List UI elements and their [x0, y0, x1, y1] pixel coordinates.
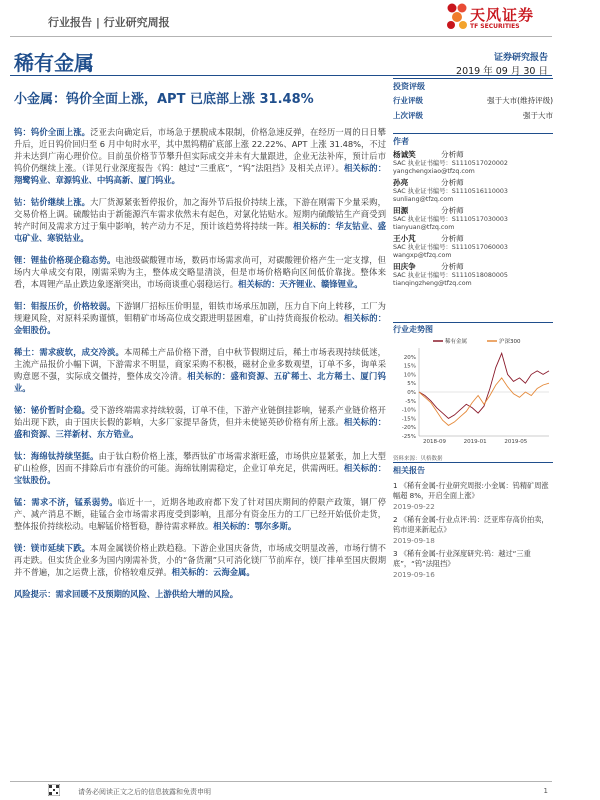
y-tick-label: 10% [403, 372, 416, 379]
paragraph-cobalt [14, 196, 386, 244]
para-lead: 锂：锂盐价格现企稳态势。 [14, 255, 116, 265]
para-related: 相关标的：云海金属。 [171, 567, 255, 577]
para-lead: 钛：海绵钛持续坚挺。 [14, 451, 99, 461]
risk-warning [14, 588, 386, 600]
analyst-name: 田庆争 [393, 262, 416, 271]
footer-divider [10, 781, 552, 782]
analyst-card [393, 205, 553, 232]
paragraph-rare-earth [14, 346, 386, 394]
para-lead: 钴：钴价继续上涨。 [14, 197, 91, 207]
para-related: 相关标的：鄂尔多斯。 [213, 521, 297, 531]
paragraph-molybdenum [14, 300, 386, 336]
para-lead: 钨：钨价全面上涨。 [14, 127, 91, 137]
analyst-email[interactable]: wangxp@tfzq.com [393, 252, 452, 259]
y-tick-label: -20% [401, 425, 416, 432]
logo-name: 天风证券 [470, 6, 535, 24]
analyst-email[interactable]: yangchengxiao@tfzq.com [393, 168, 475, 175]
analyst-name: 杨诚笑 [393, 150, 416, 159]
paragraph-tungsten [14, 126, 386, 186]
para-related: 相关标的：华友钴业、盛屯矿业、寒锐钴业。 [14, 221, 386, 243]
analyst-cert: SAC 执业证书编号：S1110517060003 [393, 244, 508, 251]
investment-rating-title: 投资评级 [393, 78, 553, 93]
rating-value: 强于大市 [523, 111, 553, 120]
para-body: 本周稀土产品价格下滑，自中秋节假期过后，稀土市场表现持续低迷，主流产品报价小幅下调，下游需求不明显，商家采购不积极，磁材企业多数观望，订单不多，询单采购意愿不强，实际成交僵持，整体成交冷清。 [14, 347, 386, 381]
analyst-cert: SAC 执业证书编号：S1110517020002 [393, 160, 508, 167]
page-title: 稀有金属 [14, 51, 94, 75]
related-reports [393, 462, 553, 579]
analyst-role: 分析师 [441, 234, 464, 243]
trend-chart-box [393, 322, 553, 462]
y-tick-label: 20% [403, 354, 416, 361]
para-body: 电池级碳酸锂市场，数码市场需求尚可，对碳酸锂价格产生一定支撑，但场内大单成交有限，刚需采购为主，整体成交略显清淡，但是市场价格略向区间低价靠拢。整体来看，本周锂产品止跌边象逐渐突出，市场商谈重心弱稳运行。 [14, 255, 386, 289]
analyst-card [393, 261, 553, 288]
rating-value: 强于大市(维持评级) [487, 96, 553, 105]
analyst-name: 王小芃 [393, 234, 416, 243]
para-lead: 镁：镁市延续下跌。 [14, 543, 91, 553]
main-body [14, 126, 386, 610]
x-tick-label: 2018-09 [423, 439, 446, 445]
analyst-card [393, 233, 553, 260]
header-divider [10, 36, 552, 37]
related-title: 相关报告 [393, 462, 553, 477]
x-tick-label: 2019-01 [463, 439, 487, 445]
sidebar [393, 78, 553, 288]
y-tick-label: -10% [401, 407, 416, 414]
trend-chart-title: 行业走势图 [393, 322, 553, 336]
para-related: 相关标的：天齐锂业、赣锋锂业。 [238, 279, 363, 289]
para-lead: 钼：钼报压价，价格较弱。 [14, 301, 116, 311]
analyst-cert: SAC 执业证书编号：S1110516110003 [393, 188, 508, 195]
y-tick-label: -5% [405, 398, 416, 405]
page-number: 1 [543, 787, 548, 795]
para-body: 由于钛白粉价格上涨，攀西钛矿市场需求渐旺盛，市场供应显紧张，加上大型矿山检修，因而不排除后市有涨价的可能。海绵钛刚需稳定，企业订单充足，供需两旺。 [14, 451, 386, 473]
header-tag: 行业报告 | 行业研究周报 [48, 16, 170, 29]
related-report-link[interactable]: 3 《稀有金属-行业深度研究:钨：越过“三重底”，“钨”法阻挡》 [393, 549, 531, 568]
logo-subtitle: TF SECURITIES [470, 23, 520, 30]
rating-row [393, 93, 553, 108]
analyst-email[interactable]: tianqingzheng@tfzq.com [393, 280, 472, 287]
report-heading: 小金属：钨价全面上涨，APT 已底部上涨 31.48% [14, 92, 314, 107]
footer-disclaimer: 请务必阅读正文之后的信息披露和免责申明 [78, 788, 211, 796]
para-body: 下游钢厂招标压价明显，钼铁市场承压加剧，压力自下向上转移，工厂为规避风险，对原料采购谨慎，钼精矿市场高位成交跟进明显困难，矿山持货商报价松动。 [14, 301, 386, 323]
analyst-role: 分析师 [441, 206, 464, 215]
y-tick-label: 0% [407, 390, 416, 396]
para-related: 相关标的：翔鹭钨业、章源钨业、中钨高新、厦门钨业。 [14, 163, 386, 185]
analyst-role: 分析师 [441, 178, 464, 187]
para-body: 临近十一，近期各地政府都下发了针对国庆期间的停限产政策，钢厂停产、减产消息不断，硅锰合金市场需求再度受到影响，且部分有资金压力的工厂已经开始低价走货，整体报价持续松动。电解锰价格暂稳，静待需求释放。 [14, 497, 386, 531]
related-report-date: 2019-09-18 [393, 536, 435, 545]
analyst-cert: SAC 执业证书编号：S1110517030003 [393, 216, 508, 223]
para-lead: 稀土：需求疲软，成交冷淡。 [14, 347, 124, 357]
legend-label: 沪深300 [499, 339, 521, 345]
logo-mark-icon [446, 2, 468, 32]
para-related: 相关标的：盛和资源、三祥新材、东方锆业。 [14, 417, 386, 439]
para-body: 泛亚去向确定后，市场急于摆脱成本限制，价格急速反弹，在经历一周的日日攀升后，近日钨价回归至 6 月中旬时水平，其中黑钨精矿底部上涨 22.22%、APT 上涨 31.48%，不过并未达到广南心理价位。目前虽价格节节攀升但实际成交并未有大量跟进，企业无法补库，预计后市钨价仍继续上涨。（详见行业深度报告《钨：越过“三重底”，“钨”法阻挡》及相关点评）。 [14, 127, 386, 173]
para-lead: 铋：铋价暂时企稳。 [14, 405, 91, 415]
related-report-date: 2019-09-16 [393, 570, 435, 579]
title-divider [10, 75, 552, 76]
analyst-name: 孙亮 [393, 178, 409, 187]
chart-source: 资料来源：贝格数据 [393, 456, 443, 462]
qr-code-icon [48, 784, 60, 796]
report-type: 证券研究报告 [493, 53, 548, 63]
paragraph-lithium [14, 254, 386, 290]
paragraph-titanium [14, 450, 386, 486]
risk-lead: 风险提示： [14, 589, 56, 599]
series-line [419, 378, 549, 426]
related-report-date: 2019-09-22 [393, 502, 435, 511]
rating-label: 上次评级 [393, 111, 423, 120]
analyst-email[interactable]: sunliang@tfzq.com [393, 196, 454, 203]
para-lead: 锰：需求不济，锰系弱势。 [14, 497, 118, 507]
para-related: 相关标的：盛和资源、五矿稀土、北方稀土、厦门钨业。 [14, 371, 386, 393]
report-date: 2019 年 09 月 30 日 [456, 66, 548, 77]
analyst-name: 田源 [393, 206, 409, 215]
analyst-email[interactable]: tianyuan@tfzq.com [393, 224, 455, 231]
trend-chart [393, 336, 553, 448]
paragraph-magnesium [14, 542, 386, 578]
analyst-card [393, 149, 553, 176]
para-related: 相关标的：宝钛股份。 [14, 463, 386, 485]
analyst-card [393, 177, 553, 204]
legend-label: 稀有金属 [445, 339, 468, 345]
paragraph-zirconium [14, 404, 386, 440]
analyst-role: 分析师 [441, 262, 464, 271]
paragraph-manganese [14, 496, 386, 532]
para-body: 大厂货源紧张暂停报价，加之海外节后报价持续上涨，下游在刚需下少量采购，交易价格上调。硫酸钴由于新能源汽车需求依然未有起色，对氯化钴贴水。短期内硫酸钴生产商受到转产时间及需求方过于集中影响，转产动力不足，预计该趋势将持续一阵。 [14, 197, 386, 231]
authors-title: 作者 [393, 133, 553, 148]
para-body: 受下游终端需求持续较弱，订单不佳，下游产业链倒挂影响，铋系产业链价格开始出现下跌，由于国庆长假的影响，大多厂家提早备货，但并未使铋英砂价格有所上涨。 [14, 405, 386, 427]
y-tick-label: -25% [401, 434, 416, 440]
rating-label: 行业评级 [393, 96, 423, 105]
x-tick-label: 2019-05 [504, 439, 528, 445]
risk-body: 需求回暖不及预期的风险、上游供给大增的风险。 [55, 589, 239, 599]
tf-securities-logo [446, 2, 556, 36]
y-tick-label: 5% [407, 381, 416, 388]
related-report-link[interactable]: 1 《稀有金属-行业研究周报:小金属：钨精矿周涨幅超 8%，开启全面上涨》 [393, 481, 549, 500]
y-tick-label: 15% [403, 363, 416, 370]
y-tick-label: -15% [401, 416, 416, 423]
series-line [419, 353, 549, 418]
related-report-link[interactable]: 2 《稀有金属-行业点评:钨：泛亚库存高价拍卖，钨市迎来新起点》 [393, 515, 549, 534]
analyst-role: 分析师 [441, 150, 464, 159]
para-related: 相关标的：金钼股份。 [14, 313, 386, 335]
rating-row [393, 108, 553, 123]
para-body: 本周金属镁价格止跌趋稳。下游企业国庆备货，市场成交明显改善，市场行情不再走跌。但实货企业多为国内刚需补货，小的“备货潮”只可消化镁厂节前库存，镁厂排单至国庆假期并不普遍，加之运费上涨，价格较难反弹。 [14, 543, 386, 577]
analyst-cert: SAC 执业证书编号：S1110518080005 [393, 272, 508, 279]
